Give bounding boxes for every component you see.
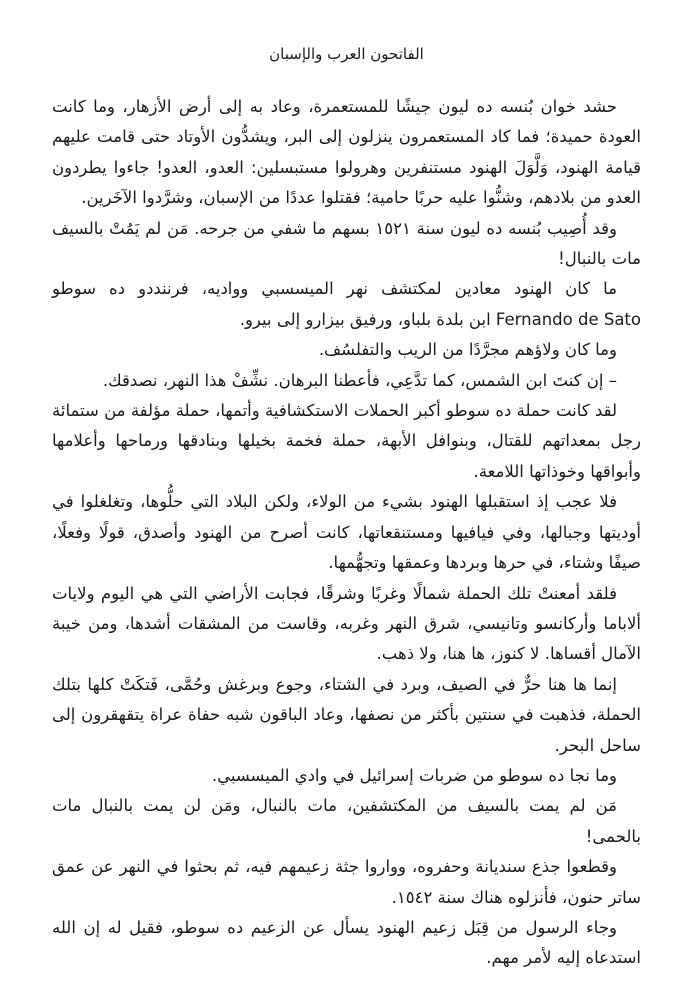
paragraph-7: فلا عجب إذ استقبلها الهنود بشيء من الولاء، ولكن البلاد التي حلُّوها، وتغلغلوا في أوديتها وجبالها، وفي فيافيها ومستنقعاتها، كانت أصرح من الهنود وأصدق، قولًا وفعلًا، صيفًا وشتاء، في حرها وبردها وعمقها وتجهُّمها. xyxy=(52,492,641,573)
paragraph-4: وما كان ولاؤهم مجرَّدًا من الريب والتفلسُف. xyxy=(318,340,617,360)
paragraph-9: إنما ها هنا حرٌّ في الصيف، وبرد في الشتاء، وجوع وبرغش وحُمَّى، فَتكَتْ كلها بتلك الحملة، فذهبت في سنتين بأكثر من نصفها، وعاد الباقون شبه حفاة عراة يتقهقرون إلى ساحل البحر. xyxy=(52,674,641,755)
document-page xyxy=(52,0,641,1000)
paragraph-8: فلقد أمعنتْ تلك الحملة شمالًا وغربًا وشرقًا، فجابت الأراضي التي هي اليوم ولايات ألاباما وأركانسو وتانيسي، شرق النهر وغربه، وقاست من المشقات أشدها، ومن خيبة الآمال أقساها. لا كنوز، ها هنا، ولا ذهب. xyxy=(52,583,641,664)
paragraph-6: لقد كانت حملة ده سوطو أكبر الحملات الاستكشافية وأتمها، حملة مؤلفة من ستمائة رجل بمعداتهم للقتال، وبنوافل الأبهة، حملة فخمة بخيلها وبنادقها ورماحها وأعلامها وأبواقها وخوذاتها اللامعة. xyxy=(52,401,641,481)
paragraph-10: وما نجا ده سوطو من ضربات إسرائيل في وادي الميسسبي. xyxy=(211,765,617,785)
paragraph-2: وقد أُصِيب بُنسه ده ليون سنة ١٥٢١ بسهم ما شفي من جرحه. مَن لم يَمُتْ بالسيف مات بالنبال! xyxy=(52,218,641,269)
paragraph-11: مَن لم يمت بالسيف من المكتشفين، مات بالنبال، ومَن لن يمت بالنبال مات بالحمى! xyxy=(52,796,641,846)
latin-name: Fernando de Sato xyxy=(495,309,641,329)
paragraph-3-end: ابن بلدة بلباو، ورفيق بيزارو إلى بيرو. xyxy=(239,309,496,329)
paragraph-3-start: ما كان الهنود معادين لمكتشف نهر الميسسبي وواديه، فرننددو ده سوطو xyxy=(52,279,617,299)
paragraph-12: وقطعوا جذع سنديانة وحفروه، وواروا جثة زعيمهم فيه، ثم بحثوا في النهر عن عمق ساتر حنون، فأنزلوه هناك سنة ١٥٤٢. xyxy=(52,857,641,907)
paragraph-3 xyxy=(52,274,641,335)
body-text xyxy=(52,92,641,974)
paragraph-1: حشد خوان بُنسه ده ليون جيشًا للمستعمرة، وعاد به إلى أرض الأزهار، وما كانت العودة حميدة؛ فما كاد المستعمرون ينزلون إلى البر، ويشدُّون الأوتاد حتى قامت عليهم قيامة الهنود، وَلَّوَلَ الهنود مستنفرين وهرولوا مستبسلين: العدو، العدو! جاءوا يطردون العدو من بلادهم، وشنُّوا عليه حربًا حامية؛ فقتلوا عددًا من الإسبان، وشرَّدوا الآخَرين. xyxy=(52,97,641,208)
paragraph-13: وجاء الرسول من قِبَل زعيم الهنود يسأل عن الزعيم ده سوطو، فقيل له إن الله استدعاه إليه لأمر مهم. xyxy=(52,917,641,968)
paragraph-5: – إن كنتَ ابن الشمس، كما تدَّعِي، فأعطنا البرهان. نشِّفْ هذا النهر، نصدقك. xyxy=(102,370,617,390)
running-head-title: الفاتحون العرب والإسبان xyxy=(269,45,424,63)
